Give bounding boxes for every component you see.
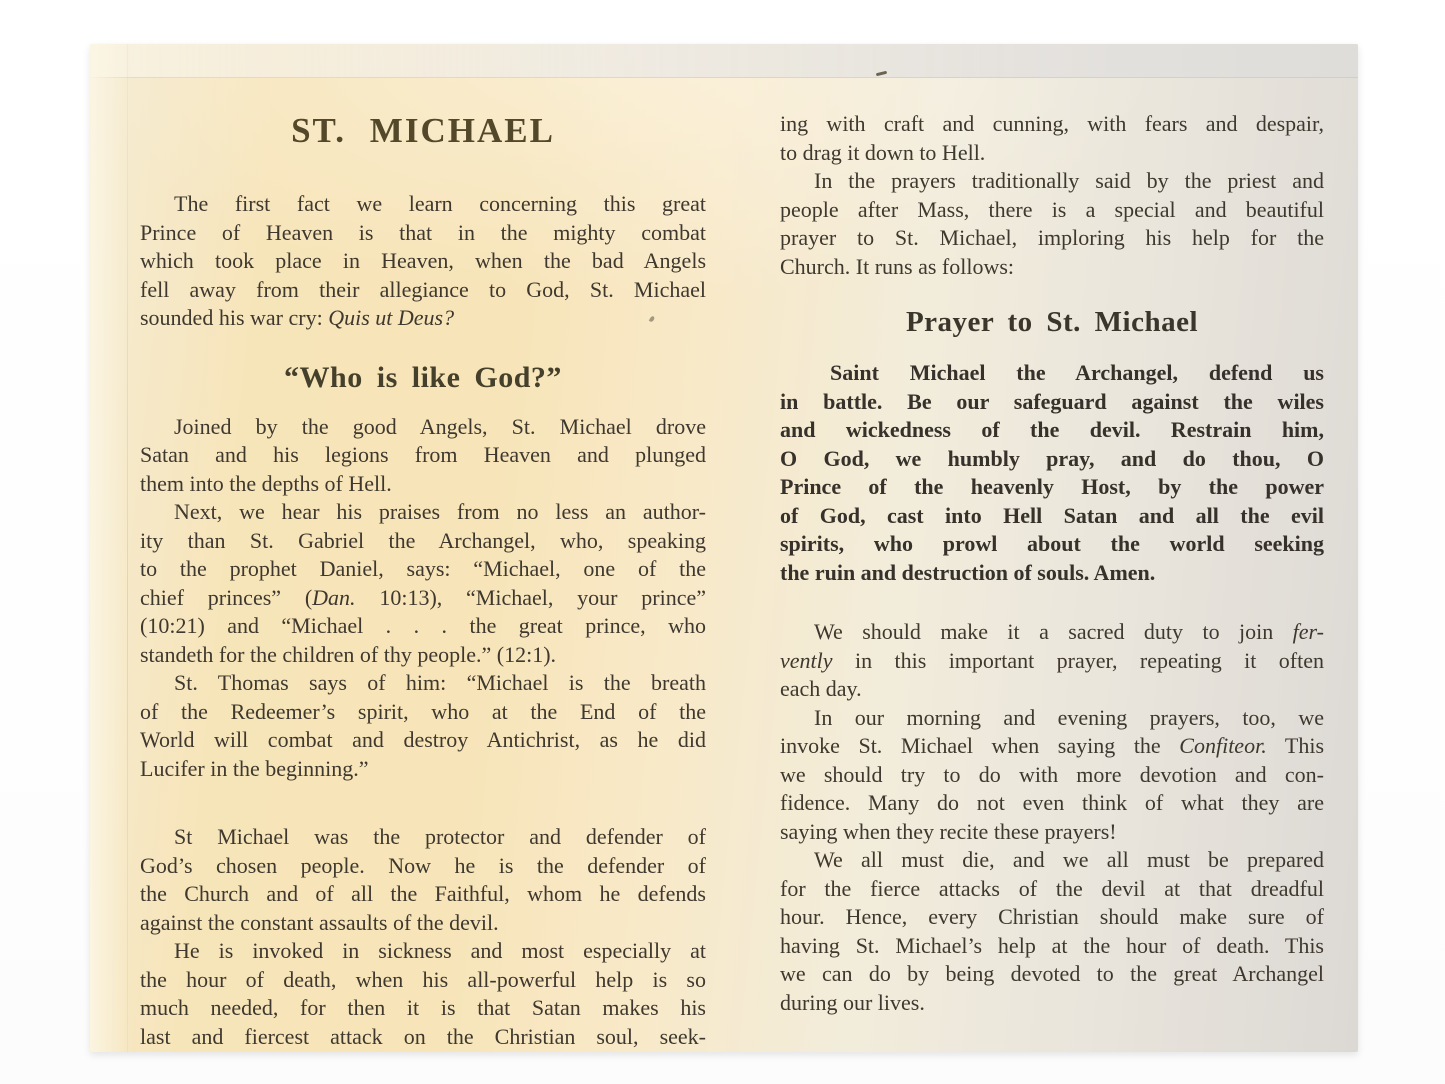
text-line: them into the depths of Hell. <box>140 470 392 496</box>
text-line: in battle. Be our safeguard against the wiles <box>780 388 1324 414</box>
text-line: to the prophet Daniel, says: “Michael, one of the <box>140 556 706 581</box>
text-line: We should make it a sacred duty to join fer- <box>814 619 1324 644</box>
page-top-edge <box>90 44 1358 78</box>
text-line: We all must die, and we all must be prepared <box>814 847 1324 872</box>
text-line: and wickedness of the devil. Restrain him, <box>780 417 1324 442</box>
text-line: Church. It runs as follows: <box>780 253 1015 279</box>
paragraph-invoked-in-sickness <box>140 937 706 1051</box>
paragraph-continuation-craft-cunning <box>780 110 1324 167</box>
text-line: ity than St. Gabriel the Archangel, who, speaking <box>140 527 706 553</box>
subheading-prayer-to-st-michael: Prayer to St. Michael <box>905 306 1199 338</box>
text-line: which took place in Heaven, when the bad Angels <box>140 248 706 273</box>
text-line: Lucifer in the beginning.” <box>140 755 369 781</box>
text-line: we should try to do with more devotion and con- <box>780 761 1324 787</box>
text-line: fell away from their allegiance to God, St. Michael <box>140 276 706 302</box>
paragraph-gabriel-praises <box>140 498 706 669</box>
paragraph-morning-evening <box>780 704 1324 847</box>
text-line: Prince of the heavenly Host, by the power <box>780 474 1324 499</box>
subheading-who-is-like-god: “Who is like God?” <box>284 360 562 394</box>
text-line: World will combat and destroy Antichrist, as he did <box>140 727 706 752</box>
text-line: last and fiercest attack on the Christian soul, seek- <box>140 1023 706 1049</box>
text-line: invoke St. Michael when saying the Confiteor. This <box>780 733 1325 758</box>
text-line: vently in this important prayer, repeating it often <box>780 647 1324 673</box>
text-line: spirits, who prowl about the world seeking <box>780 531 1324 556</box>
text-line: The first fact we learn concerning this great <box>174 191 706 216</box>
text-line: the hour of death, when his all-powerful help is so <box>140 966 706 992</box>
right-column <box>780 110 1324 1017</box>
page-title: ST. MICHAEL <box>291 111 555 150</box>
text-line: In the prayers traditionally said by the priest and <box>814 168 1324 193</box>
text-line: O God, we humbly pray, and do thou, O <box>780 445 1324 471</box>
text-line: each day. <box>780 676 862 701</box>
text-line: saying when they recite these prayers! <box>780 818 1117 844</box>
text-line: Joined by the good Angels, St. Michael drove <box>174 413 706 439</box>
text-line: much needed, for then it is that Satan makes his <box>140 995 706 1020</box>
text-line: of the Redeemer’s spirit, who at the End of the <box>140 698 706 724</box>
page-fold-edge <box>90 44 130 1052</box>
left-column <box>140 108 706 1051</box>
text-line: (10:21) and “Michael . . . the great prince, who <box>140 613 706 638</box>
text-line: ing with craft and cunning, with fears and despair, <box>780 111 1324 136</box>
paragraph-joined-by-angels <box>140 413 706 499</box>
pamphlet-page <box>90 44 1358 1052</box>
text-line: hour. Hence, every Christian should make sure of <box>780 904 1324 929</box>
text-line: Satan and his legions from Heaven and plunged <box>140 442 706 467</box>
text-line: the ruin and destruction of souls. Amen. <box>780 559 1156 585</box>
text-line: to drag it down to Hell. <box>780 139 986 165</box>
text-line: chief princes” (Dan. 10:13), “Michael, your prince” <box>140 584 707 610</box>
text-line: Prince of Heaven is that in the mighty combat <box>140 219 706 245</box>
text-line: Next, we hear his praises from no less an author- <box>174 499 706 524</box>
text-line: fidence. Many do not even think of what they are <box>780 790 1324 815</box>
paragraph-sacred-duty <box>780 618 1324 704</box>
text-line: of God, cast into Hell Satan and all the evil <box>780 502 1324 528</box>
paragraph-st-thomas <box>140 669 706 783</box>
text-line: prayer to St. Michael, imploring his help for the <box>780 225 1324 250</box>
text-line: we can do by being devoted to the great Archangel <box>780 961 1324 986</box>
paragraph-prayer-text <box>780 359 1324 587</box>
paragraph-first-fact <box>140 190 706 333</box>
text-line: sounded his war cry: Quis ut Deus? <box>140 305 455 330</box>
text-line: during our lives. <box>780 989 925 1015</box>
paragraph-protector-defender <box>140 823 706 937</box>
text-line: God’s chosen people. Now he is the defender of <box>140 852 706 878</box>
text-line: St Michael was the protector and defender of <box>174 824 706 849</box>
text-line: having St. Michael’s help at the hour of death. This <box>780 932 1324 958</box>
text-line: He is invoked in sickness and most especially at <box>174 938 706 963</box>
text-line: St. Thomas says of him: “Michael is the breath <box>174 670 706 695</box>
text-line: Saint Michael the Archangel, defend us <box>830 360 1324 385</box>
text-line: In our morning and evening prayers, too, we <box>814 704 1324 730</box>
paragraph-prayers-after-mass <box>780 167 1324 281</box>
text-line: against the constant assaults of the devil. <box>140 909 499 935</box>
text-line: the Church and of all the Faithful, whom he defends <box>140 881 706 906</box>
text-line: people after Mass, there is a special and beautiful <box>780 196 1324 222</box>
paragraph-we-all-must-die <box>780 846 1324 1017</box>
text-line: standeth for the children of thy people.” (12:1). <box>140 641 557 667</box>
text-line: for the fierce attacks of the devil at that dreadful <box>780 875 1324 901</box>
